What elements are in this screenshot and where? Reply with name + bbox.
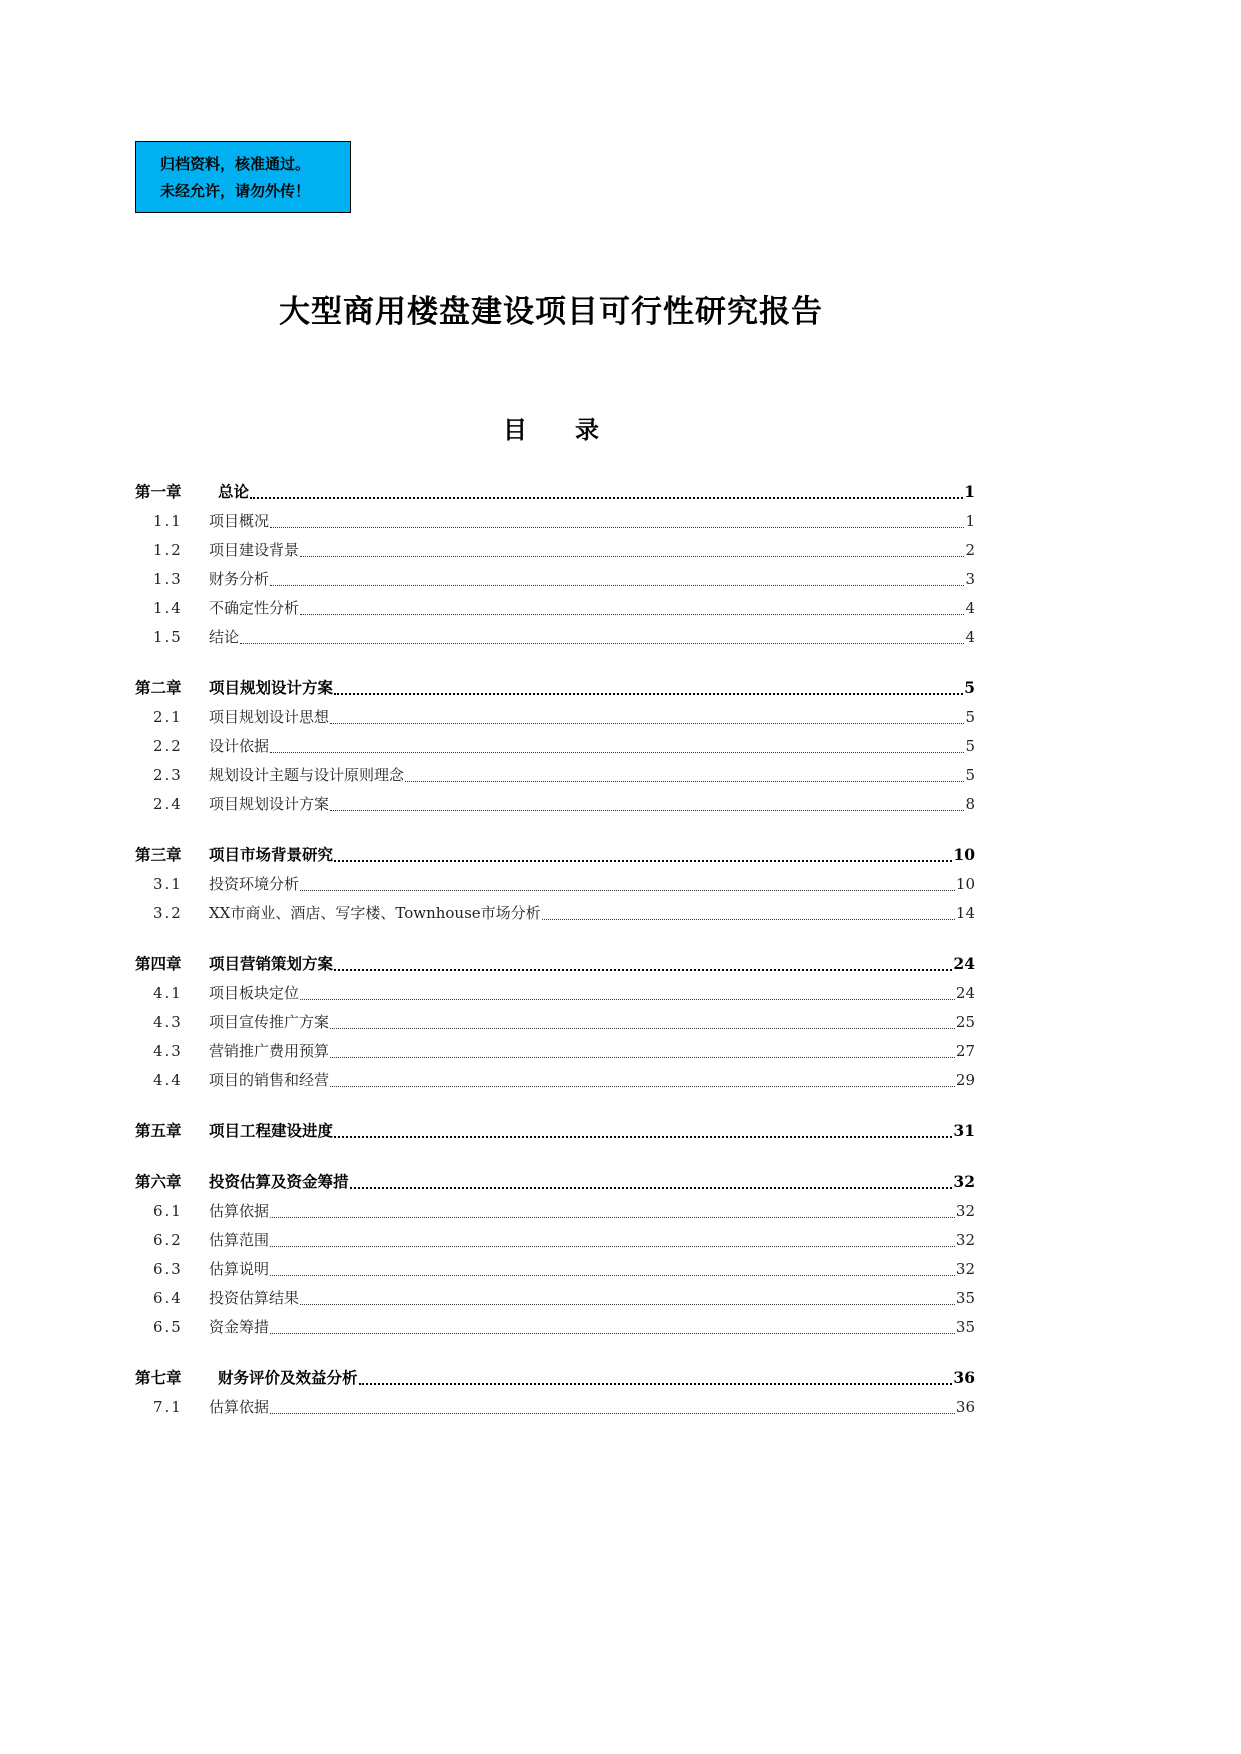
toc-chapter-entry[interactable] <box>135 840 975 870</box>
toc-section-entry[interactable] <box>135 1313 975 1342</box>
dot-leader <box>270 1333 955 1334</box>
notice-line-2: 未经允许，请勿外传！ <box>160 182 311 200</box>
section-number: 2.2 <box>153 737 183 755</box>
section-title: 项目的销售和经营 <box>209 1071 330 1089</box>
section-number: 4.3 <box>153 1013 183 1031</box>
dot-leader <box>334 969 952 971</box>
section-number: 6.4 <box>153 1289 183 1307</box>
section-page-number: 32 <box>955 1202 975 1220</box>
toc-section-entry[interactable] <box>135 565 975 594</box>
section-page-number: 25 <box>955 1013 975 1031</box>
chapter-title: 财务评价及效益分析 <box>218 1368 358 1387</box>
toc-section-entry[interactable] <box>135 1066 975 1095</box>
archive-notice-box <box>135 141 351 213</box>
section-title: 资金筹措 <box>209 1318 270 1336</box>
section-page-number: 10 <box>955 875 975 893</box>
section-page-number: 5 <box>965 766 975 784</box>
section-title: 项目规划设计方案 <box>209 795 330 813</box>
chapter-title: 项目市场背景研究 <box>209 845 334 864</box>
dot-leader <box>300 1304 955 1305</box>
chapter-page-number: 31 <box>953 1121 975 1140</box>
dot-leader <box>330 723 964 724</box>
dot-leader <box>330 1028 955 1029</box>
section-page-number: 27 <box>955 1042 975 1060</box>
section-page-number: 5 <box>965 737 975 755</box>
toc-section-entry[interactable] <box>135 761 975 790</box>
toc-chapter-block <box>135 477 975 652</box>
toc-chapter-block <box>135 673 975 819</box>
dot-leader <box>270 527 964 528</box>
section-page-number: 2 <box>965 541 975 559</box>
section-title: 项目建设背景 <box>209 541 300 559</box>
dot-leader <box>300 556 964 557</box>
toc-section-entry[interactable] <box>135 790 975 819</box>
notice-line-1: 归档资料，核准通过。 <box>160 155 311 173</box>
chapter-page-number: 10 <box>953 845 975 864</box>
dot-leader <box>270 1246 955 1247</box>
chapter-title: 总论 <box>218 482 250 501</box>
section-title: 估算范围 <box>209 1231 270 1249</box>
toc-section-entry[interactable] <box>135 703 975 732</box>
section-number: 6.3 <box>153 1260 183 1278</box>
section-page-number: 3 <box>965 570 975 588</box>
dot-leader <box>300 614 964 615</box>
section-page-number: 35 <box>955 1318 975 1336</box>
chapter-page-number: 32 <box>953 1172 975 1191</box>
section-number: 2.3 <box>153 766 183 784</box>
section-number: 1.3 <box>153 570 183 588</box>
section-page-number: 14 <box>955 904 975 922</box>
section-number: 4.1 <box>153 984 183 1002</box>
section-title: 估算依据 <box>209 1398 270 1416</box>
chapter-page-number: 1 <box>964 482 975 501</box>
section-page-number: 24 <box>955 984 975 1002</box>
toc-section-entry[interactable] <box>135 732 975 761</box>
section-page-number: 32 <box>955 1260 975 1278</box>
section-page-number: 1 <box>965 512 975 530</box>
toc-section-entry[interactable] <box>135 1284 975 1313</box>
section-page-number: 36 <box>955 1398 975 1416</box>
section-number: 1.4 <box>153 599 183 617</box>
toc-chapter-block <box>135 1116 975 1146</box>
dot-leader <box>270 585 964 586</box>
dot-leader <box>250 497 963 499</box>
toc-section-entry[interactable] <box>135 623 975 652</box>
toc-section-entry[interactable] <box>135 899 975 928</box>
dot-leader <box>270 752 964 753</box>
chapter-number: 第六章 <box>135 1172 182 1191</box>
dot-leader <box>300 890 955 891</box>
dot-leader <box>270 1217 955 1218</box>
section-number: 2.4 <box>153 795 183 813</box>
section-number: 1.1 <box>153 512 183 530</box>
chapter-page-number: 5 <box>964 678 975 697</box>
chapter-title: 项目规划设计方案 <box>209 678 334 697</box>
section-number: 4.3 <box>153 1042 183 1060</box>
toc-section-entry[interactable] <box>135 870 975 899</box>
section-page-number: 4 <box>965 599 975 617</box>
section-number: 7.1 <box>153 1398 183 1416</box>
section-title: 估算依据 <box>209 1202 270 1220</box>
toc-chapter-block <box>135 1167 975 1342</box>
chapter-number: 第五章 <box>135 1121 182 1140</box>
section-number: 6.5 <box>153 1318 183 1336</box>
dot-leader <box>334 693 963 695</box>
section-page-number: 4 <box>965 628 975 646</box>
section-page-number: 29 <box>955 1071 975 1089</box>
section-title: 规划设计主题与设计原则理念 <box>209 766 405 784</box>
document-title: 大型商用楼盘建设项目可行性研究报告 <box>279 294 823 330</box>
toc-chapter-entry[interactable] <box>135 1363 975 1393</box>
dot-leader <box>350 1187 953 1189</box>
toc-section-entry[interactable] <box>135 1037 975 1066</box>
chapter-number: 第二章 <box>135 678 182 697</box>
section-title: 不确定性分析 <box>209 599 300 617</box>
dot-leader <box>270 1275 955 1276</box>
section-page-number: 32 <box>955 1231 975 1249</box>
dot-leader <box>300 999 955 1000</box>
section-title: 结论 <box>209 628 240 646</box>
chapter-page-number: 24 <box>953 954 975 973</box>
dot-leader <box>330 810 964 811</box>
toc-heading: 目 录 <box>503 416 599 444</box>
section-title: 项目规划设计思想 <box>209 708 330 726</box>
dot-leader <box>240 643 964 644</box>
chapter-number: 第一章 <box>135 482 182 501</box>
toc-section-entry[interactable] <box>135 1197 975 1226</box>
dot-leader <box>405 781 964 782</box>
chapter-number: 第四章 <box>135 954 182 973</box>
toc-section-entry[interactable] <box>135 979 975 1008</box>
toc-section-entry[interactable] <box>135 1008 975 1037</box>
section-number: 6.1 <box>153 1202 183 1220</box>
section-title: 估算说明 <box>209 1260 270 1278</box>
table-of-contents <box>135 477 975 1443</box>
section-number: 3.2 <box>153 904 183 922</box>
section-number: 1.2 <box>153 541 183 559</box>
toc-chapter-entry[interactable] <box>135 949 975 979</box>
toc-chapter-entry[interactable] <box>135 1116 975 1146</box>
toc-chapter-block <box>135 949 975 1095</box>
chapter-page-number: 36 <box>953 1368 975 1387</box>
dot-leader <box>270 1413 955 1414</box>
toc-section-entry[interactable] <box>135 1226 975 1255</box>
section-title: 财务分析 <box>209 570 270 588</box>
dot-leader <box>330 1086 955 1087</box>
section-title: 项目板块定位 <box>209 984 300 1002</box>
section-title: 项目概况 <box>209 512 270 530</box>
dot-leader <box>542 919 955 920</box>
section-title: XX市商业、酒店、写字楼、Townhouse市场分析 <box>209 904 541 922</box>
dot-leader <box>330 1057 955 1058</box>
section-title: 营销推广费用预算 <box>209 1042 330 1060</box>
section-number: 4.4 <box>153 1071 183 1089</box>
toc-chapter-entry[interactable] <box>135 1167 975 1197</box>
section-title: 投资估算结果 <box>209 1289 300 1307</box>
chapter-number: 第七章 <box>135 1368 182 1387</box>
toc-section-entry[interactable] <box>135 536 975 565</box>
dot-leader <box>359 1383 953 1385</box>
toc-section-entry[interactable] <box>135 1393 975 1422</box>
toc-chapter-block <box>135 840 975 928</box>
chapter-title: 项目工程建设进度 <box>209 1121 334 1140</box>
toc-chapter-entry[interactable] <box>135 477 975 507</box>
section-title: 投资环境分析 <box>209 875 300 893</box>
section-title: 项目宣传推广方案 <box>209 1013 330 1031</box>
toc-chapter-block <box>135 1363 975 1422</box>
section-page-number: 35 <box>955 1289 975 1307</box>
chapter-title: 投资估算及资金筹措 <box>209 1172 349 1191</box>
chapter-title: 项目营销策划方案 <box>209 954 334 973</box>
section-number: 2.1 <box>153 708 183 726</box>
section-title: 设计依据 <box>209 737 270 755</box>
section-number: 1.5 <box>153 628 183 646</box>
toc-section-entry[interactable] <box>135 1255 975 1284</box>
section-page-number: 8 <box>965 795 975 813</box>
section-page-number: 5 <box>965 708 975 726</box>
section-number: 3.1 <box>153 875 183 893</box>
toc-chapter-entry[interactable] <box>135 673 975 703</box>
section-number: 6.2 <box>153 1231 183 1249</box>
dot-leader <box>334 1136 952 1138</box>
dot-leader <box>334 860 952 862</box>
chapter-number: 第三章 <box>135 845 182 864</box>
toc-section-entry[interactable] <box>135 507 975 536</box>
toc-section-entry[interactable] <box>135 594 975 623</box>
